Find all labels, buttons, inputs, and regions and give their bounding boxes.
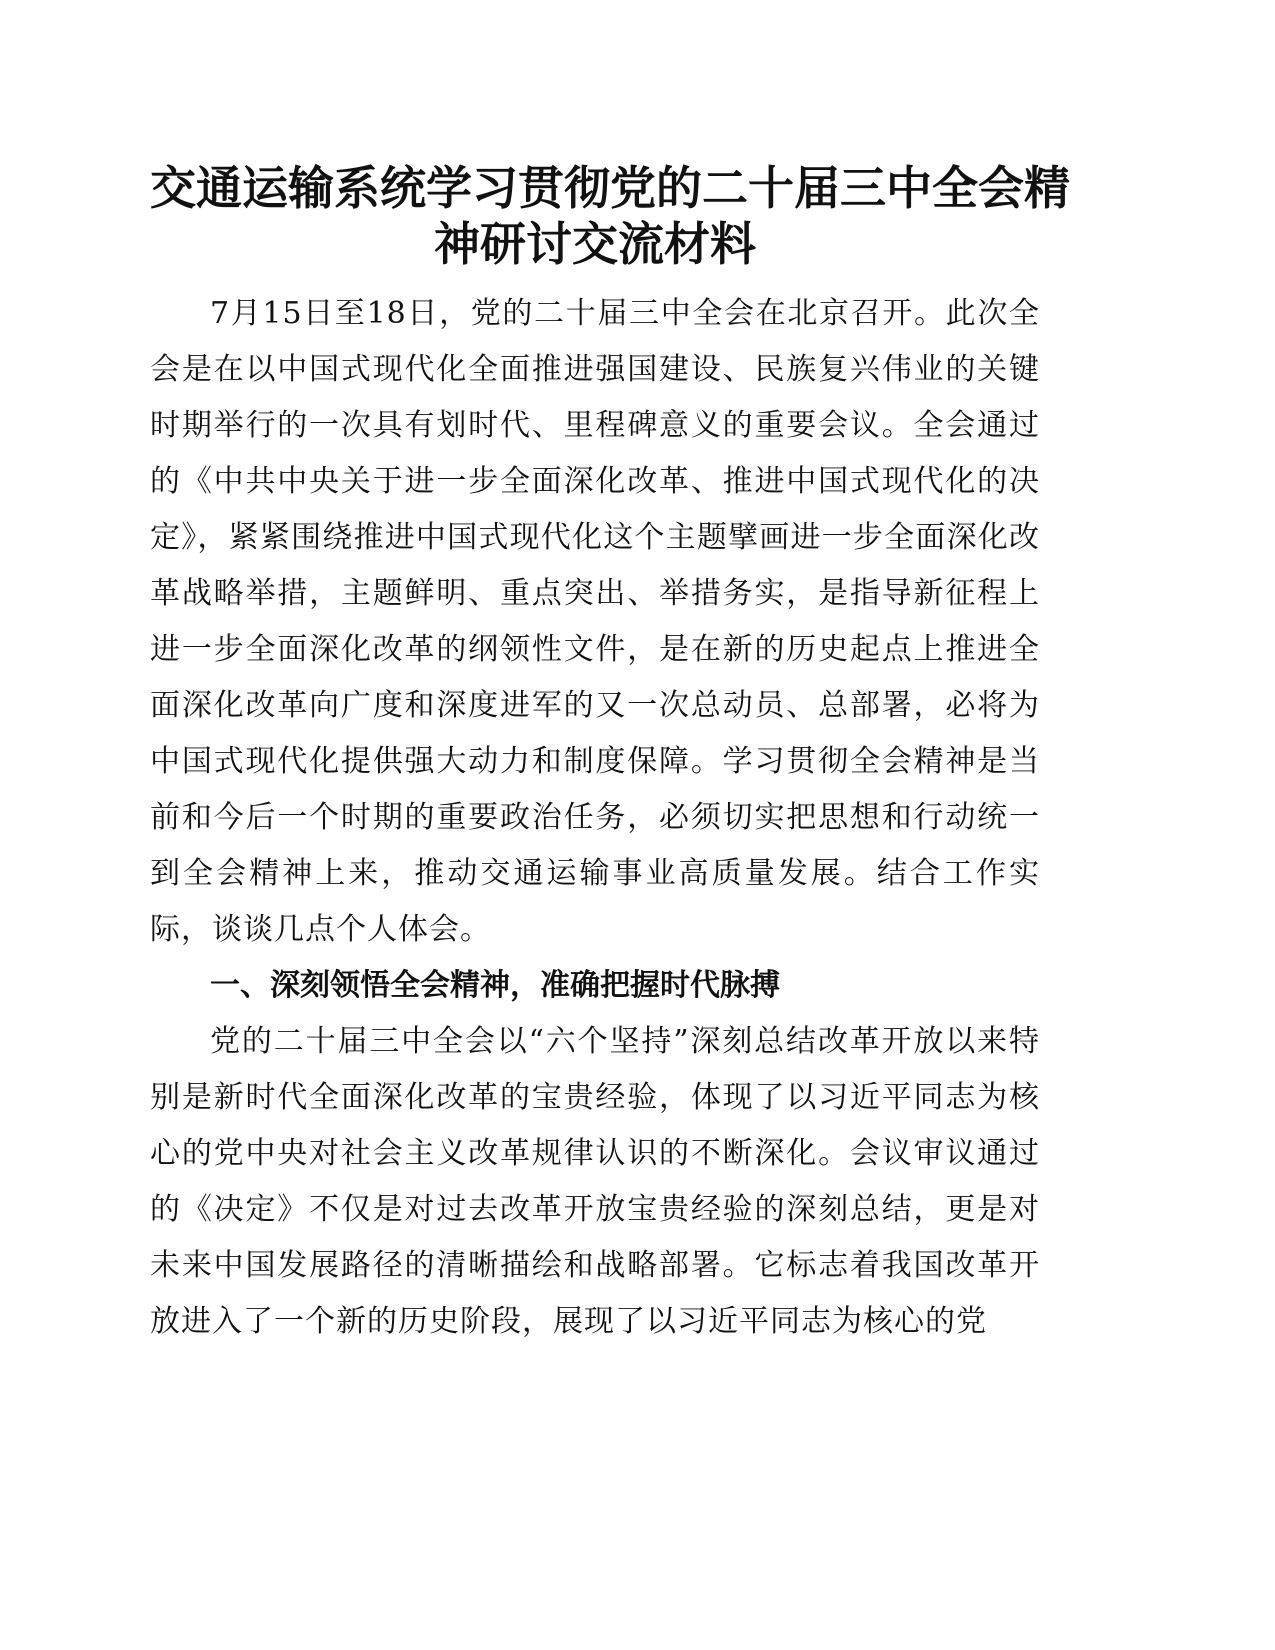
document-page <box>150 160 1070 1350</box>
document-title <box>150 160 1070 272</box>
intro-paragraph: 7月15日至18日，党的二十届三中全会在北京召开。此次全会是在以中国式现代化全面推进强国建设、民族复兴伟业的关键时期举行的一次具有划时代、里程碑意义的重要会议。全会通过的《中共中央关于进一步全面深化改革、推进中国式现代化的决定》，紧紧围绕推进中国式现代化这个主题擘画进一步全面深化改革战略举措，主题鲜明、重点突出、举措务实，是指导新征程上进一步全面深化改革的纲领性文件，是在新的历史起点上推进全面深化改革向广度和深度进军的又一次总动员、总部署，必将为中国式现代化提供强大动力和制度保障。学习贯彻全会精神是当前和今后一个时期的重要政治任务，必须切实把思想和行动统一到全会精神上来，推动交通运输事业高质量发展。结合工作实际，谈谈几点个人体会。 <box>150 296 1040 947</box>
section-1-heading: 一、深刻领悟全会精神，准确把握时代脉搏 <box>210 968 780 1003</box>
section-1-paragraph: 党的二十届三中全会以“六个坚持”深刻总结改革开放以来特别是新时代全面深化改革的宝贵经验，体现了以习近平同志为核心的党中央对社会主义改革规律认识的不断深化。会议审议通过的《决定》不仅是对过去改革开放宝贵经验的深刻总结，更是对未来中国发展路径的清晰描绘和战略部署。它标志着我国改革开放进入了一个新的历史阶段，展现了以习近平同志为核心的党 <box>150 1024 1040 1339</box>
document-title-line-2: 神研讨交流材料 <box>434 217 756 271</box>
document-title-line-1: 交通运输系统学习贯彻党的二十届三中全会精 <box>150 161 1070 215</box>
